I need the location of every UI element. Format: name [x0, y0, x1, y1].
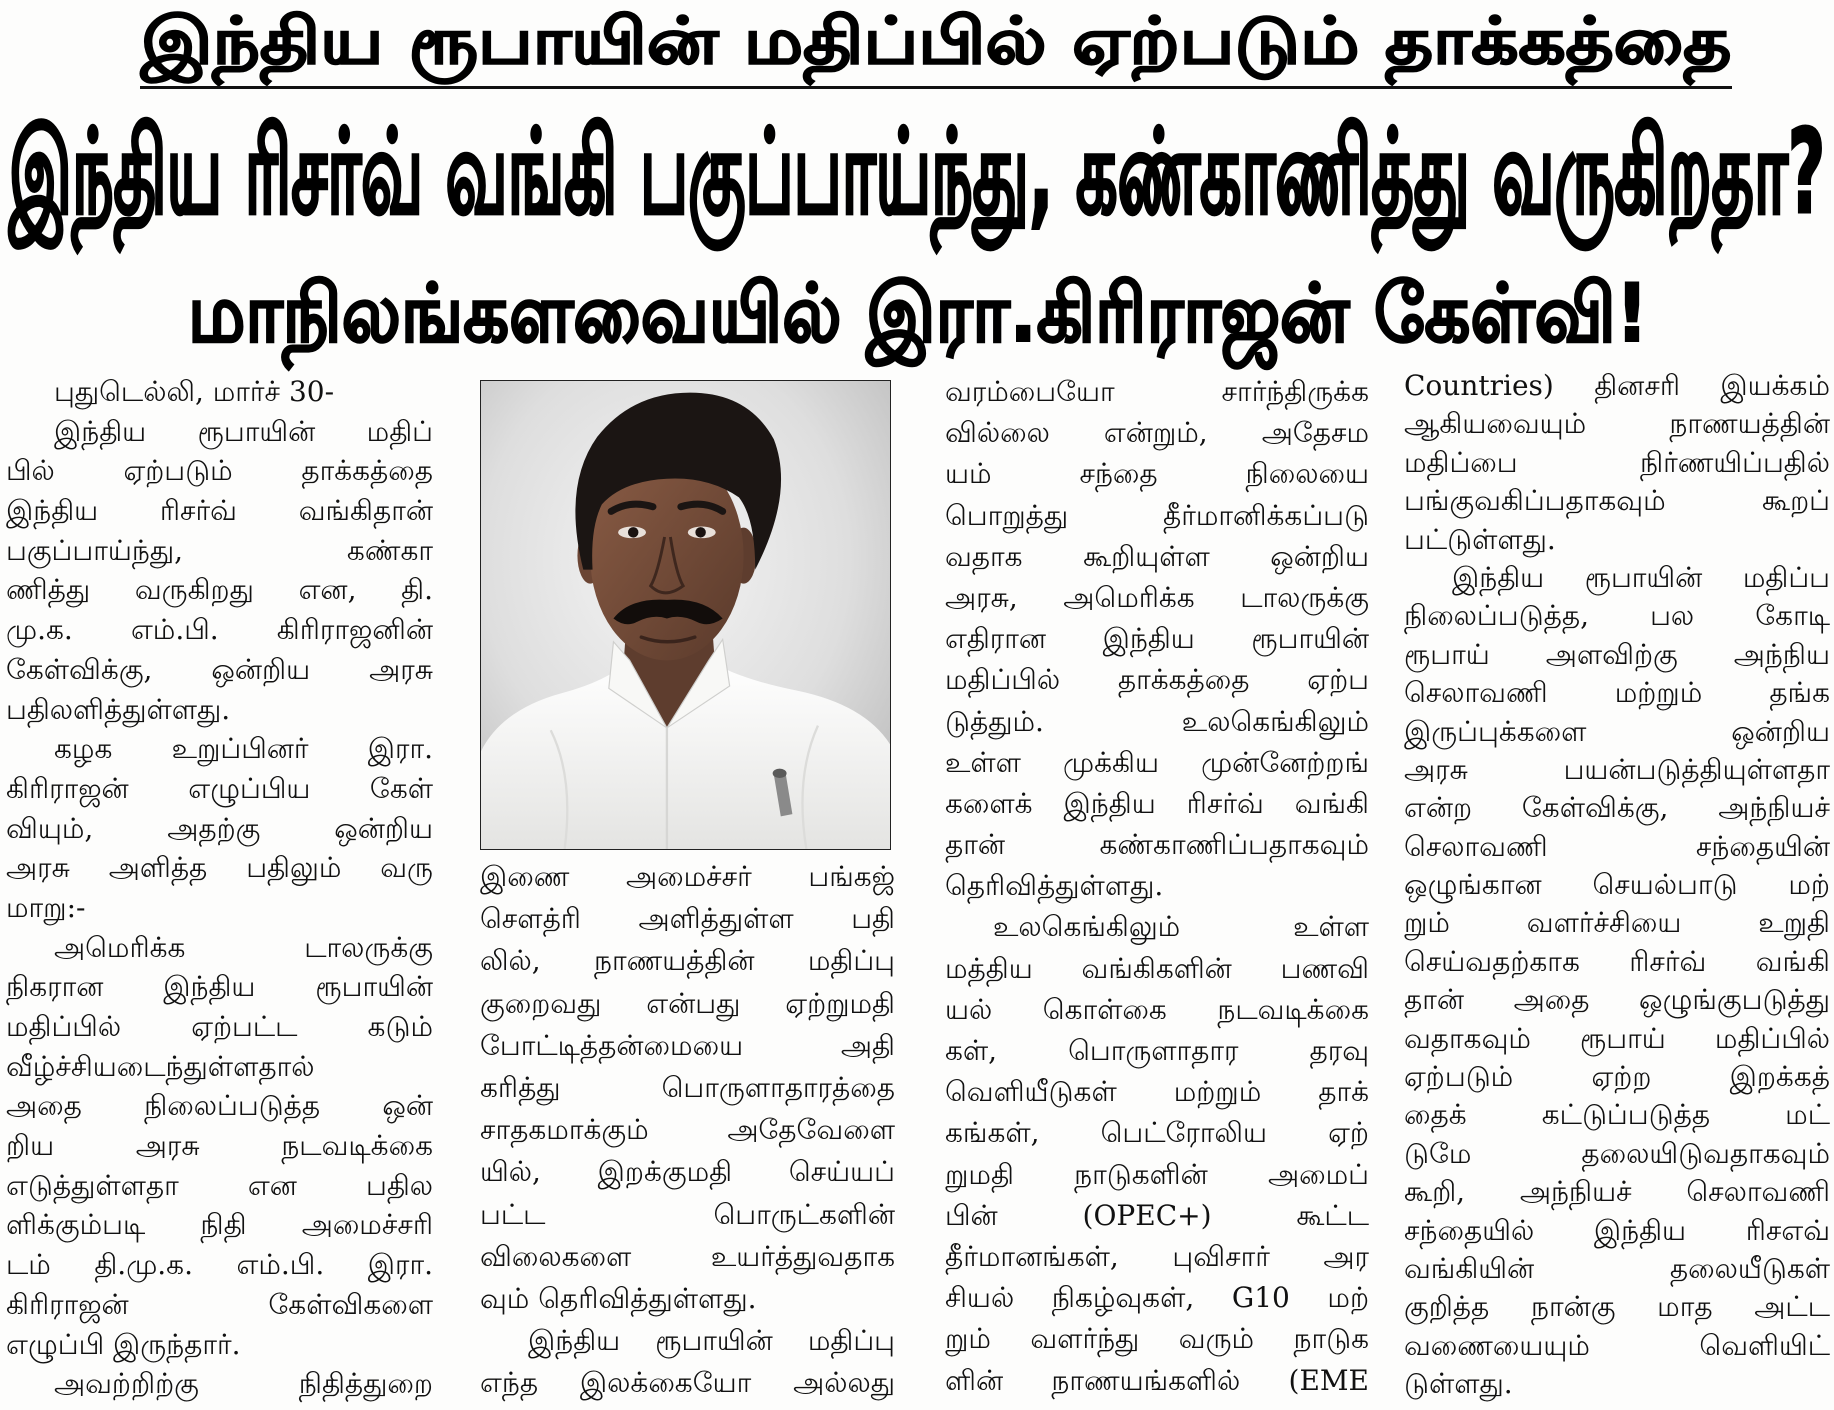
text-line: சியல் நிகழ்வுகள், G10 மற்: [945, 1281, 1369, 1315]
text-line: டுத்தும். உலகெங்கிலும்: [945, 704, 1369, 738]
text-line: இந்திய ரூபாயின் மதிப்ப: [1452, 560, 1830, 594]
text-line: டுள்ளது.: [1404, 1367, 1513, 1401]
text-line: யல் கொள்கை நடவடிக்கை: [945, 992, 1369, 1026]
text-line: இணை அமைச்சர் பங்கஜ்: [480, 860, 895, 893]
text-line: ணித்து வருகிறது என, தி.: [6, 573, 433, 607]
text-line: பட்ட பொருட்களின்: [480, 1197, 895, 1231]
text-line: மு.க. எம்.பி. கிரிராஜனின்: [6, 613, 433, 647]
text-line: விலைகளை உயர்த்துவதாக: [480, 1239, 895, 1273]
text-line: இருப்புக்களை ஒன்றிய: [1404, 714, 1830, 748]
text-line: செலாவணி சந்தையின்: [1404, 829, 1830, 863]
text-line: நிகரான இந்திய ரூபாயின்: [6, 970, 433, 1004]
paragraph: [1404, 367, 1830, 559]
text-line: எடுத்துள்ளதா என பதில: [6, 1168, 433, 1202]
text-line: எதிரான இந்திய ரூபாயின்: [945, 622, 1369, 656]
text-line: என்ற கேள்விக்கு, அந்நியச்: [1404, 791, 1830, 825]
headline-underline: [140, 86, 1732, 89]
text-line: யம் சந்தை நிலையை: [945, 457, 1369, 491]
text-line: கழக உறுப்பினர் இரா.: [54, 732, 433, 766]
text-line: தைக் கட்டுப்படுத்த மட்: [1404, 1098, 1830, 1132]
text-line: கங்கள், பெட்ரோலிய ஏற்: [945, 1116, 1369, 1150]
text-line: வீழ்ச்சியடைந்துள்ளதால்: [6, 1049, 315, 1083]
paragraph: [6, 412, 433, 730]
headline-main: இந்திய ரிசர்வ் வங்கி பகுப்பாய்ந்து, கண்காணித்து வருகிறதா?: [9, 105, 1826, 240]
text-line: பதிலளித்துள்ளது.: [6, 692, 231, 726]
headline-kicker: இந்திய ரூபாயின் மதிப்பில் ஏற்படும் தாக்கத்தை: [141, 5, 1732, 79]
text-line: ளின் நாணயங்களில் (EME: [945, 1363, 1369, 1397]
text-line: செலாவணி மற்றும் தங்க: [1404, 676, 1830, 710]
text-line: கூறி, அந்நியச் செலாவணி: [1404, 1175, 1830, 1209]
text-line: டம் தி.மு.க. எம்.பி. இரா.: [6, 1248, 433, 1282]
text-line: மதிப்பில் ஏற்பட்ட கடும்: [6, 1010, 433, 1043]
text-line: மத்திய வங்கிகளின் பணவி: [945, 951, 1369, 985]
portrait-image: [481, 381, 890, 849]
text-line: எந்த இலக்கையோ அல்லது: [480, 1366, 895, 1400]
text-line: றும் வளர்ச்சியை உறுதி: [1404, 906, 1830, 940]
text-line: பில் ஏற்படும் தாக்கத்தை: [6, 454, 433, 488]
article-column-2: [480, 856, 895, 1406]
text-line: இந்திய ரிசர்வ் வங்கிதான்: [6, 494, 433, 528]
text-line: மதிப்பில் தாக்கத்தை ஏற்ப: [945, 663, 1369, 697]
text-line: பட்டுள்ளது.: [1404, 522, 1556, 556]
text-line: அரசு, அமெரிக்க டாலருக்கு: [945, 580, 1369, 614]
text-line: எழுப்பி இருந்தார்.: [6, 1327, 241, 1361]
text-line: குறைவது என்பது ஏற்றுமதி: [480, 986, 895, 1020]
paragraph: [945, 906, 1369, 1400]
text-line: பங்குவகிப்பதாகவும் கூறப்: [1404, 484, 1830, 518]
text-line: வும் தெரிவித்துள்ளது.: [480, 1281, 757, 1315]
text-line: ரூபாய் அளவிற்கு அந்நிய: [1404, 637, 1830, 671]
text-line: வங்கியின் தலையீடுகள்: [1404, 1251, 1830, 1285]
text-line: வணையையும் வெளியிட்: [1404, 1328, 1830, 1362]
text-line: ஒழுங்கான செயல்பாடு மற்: [1404, 868, 1830, 902]
text-line: றிய அரசு நடவடிக்கை: [6, 1129, 433, 1163]
text-line: யில், இறக்குமதி செய்யப்: [480, 1155, 895, 1189]
text-line: உலகெங்கிலும் உள்ள: [993, 910, 1369, 944]
text-line: உள்ள முக்கிய முன்னேற்றங்: [945, 745, 1369, 779]
text-line: Countries) தினசரி இயக்கம்: [1404, 369, 1830, 402]
text-line: வதாக கூறியுள்ள ஒன்றிய: [945, 539, 1369, 573]
text-line: அரசு அளித்த பதிலும் வரு: [6, 851, 433, 885]
paragraph: [6, 729, 433, 927]
dateline: புதுடெல்லி, மார்ச் 30-: [54, 375, 335, 408]
text-line: போட்டித்தன்மையை அதி: [480, 1028, 895, 1062]
text-line: கிரிராஜன் கேள்விகளை: [6, 1287, 433, 1321]
text-line: இந்திய ரூபாயின் மதிப்: [54, 414, 433, 448]
article-column-4: [1404, 367, 1830, 1405]
portrait-photo: [480, 380, 891, 850]
text-line: மதிப்பை நிர்ணயிப்பதில்: [1404, 445, 1830, 479]
text-line: லில், நாணயத்தின் மதிப்பு: [480, 944, 895, 978]
text-line: கரித்து பொருளாதாரத்தை: [480, 1070, 895, 1104]
text-line: குறித்த நான்கு மாத அட்ட: [1404, 1290, 1830, 1324]
text-line: ஏற்படும் ஏற்ற இறக்கத்: [1404, 1060, 1830, 1094]
paragraph: [945, 371, 1369, 906]
text-line: அமெரிக்க டாலருக்கு: [54, 930, 433, 964]
paragraph: [480, 856, 895, 1320]
text-line: வில்லை என்றும், அதேசம: [945, 416, 1369, 450]
text-line: மாறு:-: [6, 890, 86, 924]
text-line: சாதகமாக்கும் அதேவேளை: [480, 1113, 895, 1147]
text-line: வியும், அதற்கு ஒன்றிய: [6, 811, 433, 845]
text-line: தெரிவித்துள்ளது.: [945, 869, 1164, 903]
text-line: தீர்மானங்கள், புவிசார் அர: [945, 1239, 1369, 1273]
text-line: அதை நிலைப்படுத்த ஒன்: [6, 1089, 433, 1123]
text-line: ஆகியவையும் நாணயத்தின்: [1404, 407, 1830, 441]
text-line: இந்திய ரூபாயின் மதிப்பு: [528, 1324, 895, 1358]
text-line: களைக் இந்திய ரிசர்வ் வங்கி: [945, 786, 1369, 820]
text-line: பின் (OPEC+) கூட்ட: [945, 1198, 1369, 1232]
text-line: றும் வளர்ந்து வரும் நாடுக: [945, 1322, 1369, 1356]
text-line: சந்தையில் இந்திய ரிசஎவ்: [1404, 1213, 1830, 1247]
text-line: வதாகவும் ரூபாய் மதிப்பில்: [1404, 1021, 1830, 1055]
paragraph: [480, 1320, 895, 1404]
text-line: டுமே தலையிடுவதாகவும்: [1404, 1136, 1830, 1170]
text-line: றுமதி நாடுகளின் அமைப்: [945, 1157, 1369, 1191]
text-line: கேள்விக்கு, ஒன்றிய அரசு: [6, 652, 433, 686]
text-line: பொறுத்து தீர்மானிக்கப்படு: [945, 498, 1369, 532]
text-line: கிரிராஜன் எழுப்பிய கேள்: [6, 771, 433, 805]
text-line: தான் கண்காணிப்பதாகவும்: [945, 828, 1369, 862]
text-line: அரசு பயன்படுத்தியுள்ளதா: [1404, 752, 1830, 786]
paragraph: [6, 372, 433, 412]
text-line: செய்வதற்காக ரிசர்வ் வங்கி: [1404, 944, 1830, 978]
text-line: கள், பொருளாதார தரவு: [945, 1034, 1369, 1067]
text-line: வெளியீடுகள் மற்றும் தாக்: [945, 1075, 1369, 1109]
text-line: பகுப்பாய்ந்து, கண்கா: [6, 533, 433, 567]
paragraph: [6, 1364, 433, 1404]
text-line: வரம்பையோ சார்ந்திருக்க: [945, 375, 1369, 408]
article-column-1: [6, 372, 433, 1406]
headline-subhead: மாநிலங்களவையில் இரா.கிரிராஜன் கேள்வி!: [188, 267, 1649, 360]
text-line: ளிக்கும்படி நிதி அமைச்சரி: [6, 1208, 433, 1242]
paragraph: [1404, 559, 1830, 1404]
text-line: அவற்றிற்கு நிதித்துறை: [54, 1367, 433, 1401]
paragraph: [6, 928, 433, 1365]
text-line: தான் அதை ஒழுங்குபடுத்து: [1404, 983, 1830, 1017]
text-line: நிலைப்படுத்த, பல கோடி: [1404, 599, 1830, 633]
text-line: சௌத்ரி அளித்துள்ள பதி: [480, 902, 895, 936]
article-column-3: [945, 371, 1369, 1403]
